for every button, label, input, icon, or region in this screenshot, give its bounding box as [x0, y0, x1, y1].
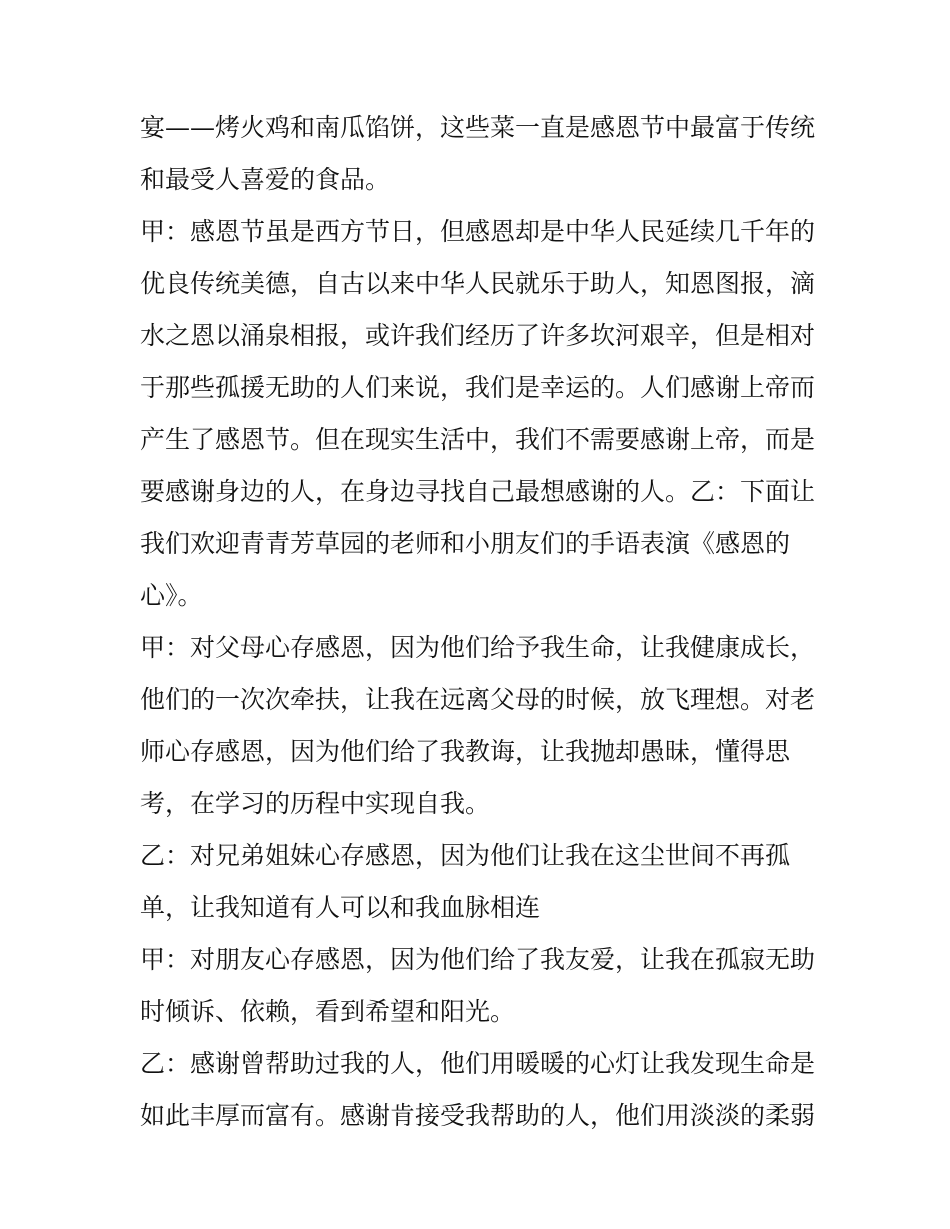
text-line: 单，让我知道有人可以和我血脉相连 [140, 893, 541, 922]
text-line: 产生了感恩节。但在现实生活中，我们不需要感谢上帝，而是 [140, 425, 816, 454]
text-line: 乙：感谢曾帮助过我的人，他们用暖暖的心灯让我发现生命是 [140, 1049, 816, 1078]
text-line: 甲：对朋友心存感恩，因为他们给了我友爱，让我在孤寂无助 [140, 945, 816, 974]
text-line: 他们的一次次牵扶，让我在远离父母的时候，放飞理想。对老 [140, 685, 816, 714]
text-line: 宴——烤火鸡和南瓜馅饼，这些菜一直是感恩节中最富于传统 [140, 113, 816, 142]
text-line: 时倾诉、依赖，看到希望和阳光。 [140, 997, 516, 1026]
text-line: 如此丰厚而富有。感谢肯接受我帮助的人，他们用淡淡的柔弱 [140, 1101, 816, 1130]
text-line: 心》。 [140, 581, 203, 610]
text-line: 甲：对父母心存感恩，因为他们给予我生命，让我健康成长， [140, 633, 816, 662]
text-line: 我们欢迎青青芳草园的老师和小朋友们的手语表演《感恩的 [140, 529, 791, 558]
text-line: 和最受人喜爱的食品。 [140, 165, 391, 194]
text-line: 乙：对兄弟姐妹心存感恩，因为他们让我在这尘世间不再孤 [140, 841, 791, 870]
text-line: 师心存感恩，因为他们给了我教诲，让我抛却愚昧，懂得思 [140, 737, 791, 766]
text-line: 于那些孤援无助的人们来说，我们是幸运的。人们感谢上帝而 [140, 373, 816, 402]
text-line: 考，在学习的历程中实现自我。 [140, 789, 491, 818]
text-line: 优良传统美德，自古以来中华人民就乐于助人，知恩图报，滴 [140, 269, 816, 298]
text-line: 水之恩以涌泉相报，或许我们经历了许多坎河艰辛，但是相对 [140, 321, 816, 350]
text-line: 要感谢身边的人，在身边寻找自己最想感谢的人。乙：下面让 [140, 477, 816, 506]
document-body [140, 102, 820, 1142]
text-line: 甲：感恩节虽是西方节日，但感恩却是中华人民延续几千年的 [140, 217, 816, 246]
